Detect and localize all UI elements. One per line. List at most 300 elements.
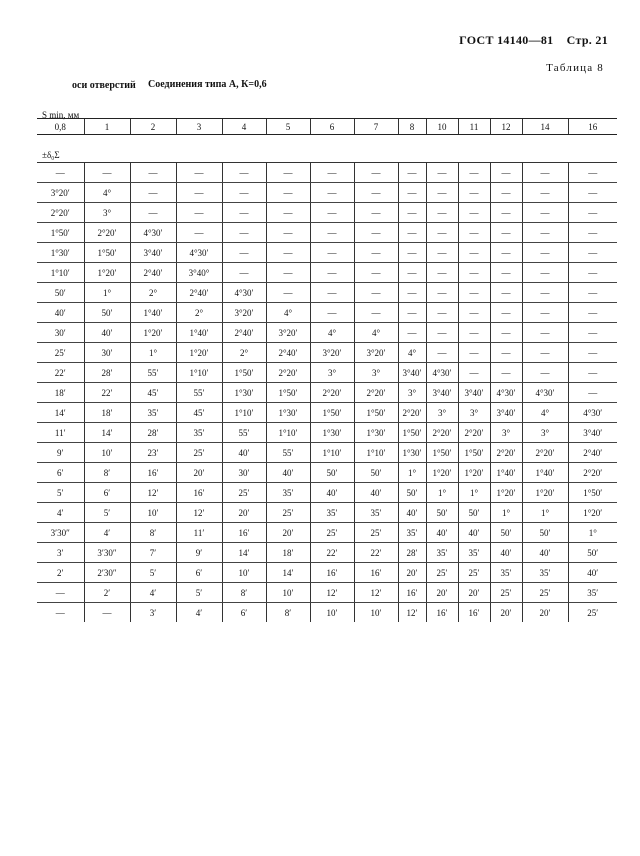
table-cell: — — [176, 223, 222, 243]
table-cell: 3°40′ — [490, 403, 522, 423]
table-cell: 4°30′ — [490, 383, 522, 403]
column-header: 3 — [176, 119, 222, 135]
table-cell: 2°40′ — [222, 323, 266, 343]
table-cell: 10′ — [222, 563, 266, 583]
table-cell: 35′ — [130, 403, 176, 423]
table-cell: 22′ — [84, 383, 130, 403]
table-cell: 4°30′ — [522, 383, 568, 403]
table-row — [37, 163, 617, 183]
table-cell: — — [522, 283, 568, 303]
table-cell: — — [522, 163, 568, 183]
table-cell: 1°50′ — [354, 403, 398, 423]
table-cell: 20′ — [490, 603, 522, 623]
table-cell: 18′ — [37, 383, 84, 403]
table-cell: 35′ — [266, 483, 310, 503]
table-cell: 2′ — [84, 583, 130, 603]
table-cell: 1°20′ — [490, 483, 522, 503]
table-cell: 1°20′ — [426, 463, 458, 483]
table-cell: 55′ — [222, 423, 266, 443]
table-cell: 40′ — [354, 483, 398, 503]
table-cell: — — [426, 163, 458, 183]
column-header: 16 — [568, 119, 617, 135]
table-cell: 11′ — [176, 523, 222, 543]
table-header-row — [37, 119, 617, 135]
table-cell: 2°20′ — [490, 443, 522, 463]
table-cell: 40′ — [490, 543, 522, 563]
table-cell: 16′ — [176, 483, 222, 503]
table-cell: 1°30′ — [310, 423, 354, 443]
table-cell: 35′ — [490, 563, 522, 583]
table-cell: 25′ — [176, 443, 222, 463]
table-cell: — — [458, 263, 490, 283]
table-cell: — — [266, 263, 310, 283]
table-row — [37, 423, 617, 443]
table-cell: 2° — [130, 283, 176, 303]
table-cell: 11′ — [37, 423, 84, 443]
table-cell: 3′ — [130, 603, 176, 623]
table-cell: 20′ — [266, 523, 310, 543]
table-cell: — — [176, 163, 222, 183]
table-cell: 10′ — [310, 603, 354, 623]
table-cell: — — [522, 363, 568, 383]
table-cell: 40′ — [310, 483, 354, 503]
table-cell: — — [458, 243, 490, 263]
table-cell: — — [568, 243, 617, 263]
table-cell: — — [354, 183, 398, 203]
table-cell: 50′ — [398, 483, 426, 503]
table-cell: — — [568, 223, 617, 243]
table-cell: 50′ — [310, 463, 354, 483]
table-cell: — — [458, 203, 490, 223]
table-cell: — — [37, 163, 84, 183]
table-cell: — — [398, 183, 426, 203]
table-cell: — — [266, 183, 310, 203]
table-cell: 1° — [130, 343, 176, 363]
table-cell: — — [568, 323, 617, 343]
table-cell: — — [490, 303, 522, 323]
table-row — [37, 203, 617, 223]
table-cell: 25′ — [490, 583, 522, 603]
table-cell: 16′ — [354, 563, 398, 583]
table-cell: 25′ — [266, 503, 310, 523]
table-cell: 14′ — [222, 543, 266, 563]
table-cell: 22′ — [354, 543, 398, 563]
table-cell: 25′ — [522, 583, 568, 603]
table-cell: 40′ — [222, 443, 266, 463]
table-cell: 20′ — [398, 563, 426, 583]
table-cell: 5′ — [176, 583, 222, 603]
table-cell: 1°40′ — [130, 303, 176, 323]
table-cell: — — [398, 163, 426, 183]
table-cell: 4°30′ — [176, 243, 222, 263]
table-cell: — — [522, 203, 568, 223]
table-cell: 4° — [522, 403, 568, 423]
subtitle-connection: Соединения типа А, К=0,6 — [148, 79, 267, 90]
column-header: 1 — [84, 119, 130, 135]
table-cell: 1°50′ — [458, 443, 490, 463]
table-cell: — — [458, 163, 490, 183]
table-cell: 9′ — [176, 543, 222, 563]
table-cell: 4° — [310, 323, 354, 343]
table-cell: 1°20′ — [130, 323, 176, 343]
table-row — [37, 603, 617, 623]
table-cell: 30′ — [37, 323, 84, 343]
table-cell: — — [310, 183, 354, 203]
table-cell: — — [490, 343, 522, 363]
table-cell: — — [398, 243, 426, 263]
table-cell: 8′ — [266, 603, 310, 623]
column-header: 14 — [522, 119, 568, 135]
table-cell: 4° — [266, 303, 310, 323]
table-cell: 28′ — [84, 363, 130, 383]
table-cell: 1°20′ — [568, 503, 617, 523]
table-cell: — — [310, 303, 354, 323]
table-cell: — — [458, 363, 490, 383]
table-cell: 3° — [490, 423, 522, 443]
table-cell: 28′ — [130, 423, 176, 443]
table-cell: 1° — [522, 503, 568, 523]
table-cell: 1° — [398, 463, 426, 483]
table-cell: — — [266, 203, 310, 223]
table-cell: 3′ — [37, 543, 84, 563]
table-cell: — — [458, 303, 490, 323]
table-cell: 40′ — [266, 463, 310, 483]
table-cell: 55′ — [266, 443, 310, 463]
table-cell: — — [490, 163, 522, 183]
table-cell: 1°50′ — [84, 243, 130, 263]
table-cell: 2° — [176, 303, 222, 323]
table-cell: 1°30′ — [354, 423, 398, 443]
table-cell: 20′ — [458, 583, 490, 603]
table-cell: 1° — [458, 483, 490, 503]
table-cell: — — [176, 183, 222, 203]
table-cell: 2°40′ — [568, 443, 617, 463]
table-cell: 4°30′ — [130, 223, 176, 243]
table-cell: 3°20′ — [222, 303, 266, 323]
table-cell: 50′ — [568, 543, 617, 563]
table-cell: 4° — [354, 323, 398, 343]
table-cell: — — [310, 163, 354, 183]
table-cell: 2°20′ — [522, 443, 568, 463]
table-row — [37, 303, 617, 323]
table-cell: 2°20′ — [37, 203, 84, 223]
table-cell: — — [568, 283, 617, 303]
table-cell: — — [490, 203, 522, 223]
table-cell: 4° — [398, 343, 426, 363]
table-cell: 8′ — [130, 523, 176, 543]
table-cell: 16′ — [222, 523, 266, 543]
table-cell: — — [84, 163, 130, 183]
table-cell: — — [266, 163, 310, 183]
table-cell: — — [222, 263, 266, 283]
table-cell: 20′ — [222, 503, 266, 523]
table-cell: 1° — [490, 503, 522, 523]
smin-label: S min, мм — [42, 110, 80, 120]
table-cell: 35′ — [522, 563, 568, 583]
table-cell: 18′ — [266, 543, 310, 563]
table-row — [37, 563, 617, 583]
table-cell: — — [426, 183, 458, 203]
table-cell: — — [522, 223, 568, 243]
table-cell: 1°50′ — [426, 443, 458, 463]
table-row — [37, 263, 617, 283]
table-cell: — — [568, 343, 617, 363]
table-cell: 10′ — [130, 503, 176, 523]
table-cell: 35′ — [458, 543, 490, 563]
table-cell: 50′ — [522, 523, 568, 543]
table-cell: — — [522, 323, 568, 343]
table-cell: — — [310, 223, 354, 243]
standard-number: ГОСТ 14140—81 — [459, 33, 554, 47]
table-cell: — — [568, 203, 617, 223]
table-cell: 3°40′ — [426, 383, 458, 403]
table-cell: 25′ — [37, 343, 84, 363]
table-cell: 55′ — [130, 363, 176, 383]
table-row — [37, 523, 617, 543]
table-cell: 10′ — [354, 603, 398, 623]
table-cell: 16′ — [426, 603, 458, 623]
table-cell: 2°20′ — [568, 463, 617, 483]
table-cell: 50′ — [490, 523, 522, 543]
table-cell: — — [55, 607, 65, 618]
table-cell: — — [426, 343, 458, 363]
table-cell: 1°30′ — [398, 443, 426, 463]
table-cell: 1°10′ — [37, 263, 84, 283]
table-cell: — — [458, 343, 490, 363]
table-cell: — — [426, 243, 458, 263]
table-cell: 40′ — [522, 543, 568, 563]
table-cell: — — [490, 363, 522, 383]
table-cell: 40′ — [398, 503, 426, 523]
table-cell: 1°30′ — [266, 403, 310, 423]
table-cell: — — [222, 183, 266, 203]
table-cell: — — [354, 203, 398, 223]
table-row — [37, 183, 617, 203]
table-cell: 10′ — [266, 583, 310, 603]
table-cell: — — [398, 323, 426, 343]
table-cell: — — [522, 343, 568, 363]
table-cell: 16′ — [310, 563, 354, 583]
table-cell: — — [426, 283, 458, 303]
spacer-cell — [37, 135, 617, 163]
table-cell: 2° — [222, 343, 266, 363]
table-cell: 3° — [522, 423, 568, 443]
table-cell: — — [398, 303, 426, 323]
table-cell: 3° — [398, 383, 426, 403]
table-cell: 16′ — [398, 583, 426, 603]
table-cell: — — [490, 183, 522, 203]
table-cell: 40′ — [458, 523, 490, 543]
table-cell: — — [426, 263, 458, 283]
table-cell: 3° — [310, 363, 354, 383]
table-cell: — — [354, 283, 398, 303]
column-header: 5 — [266, 119, 310, 135]
table-cell: — — [458, 223, 490, 243]
column-header: 0,8 — [37, 119, 84, 135]
column-header: 6 — [310, 119, 354, 135]
table-cell: 35′ — [426, 543, 458, 563]
column-header: 12 — [490, 119, 522, 135]
table-cell: 50′ — [84, 303, 130, 323]
table-cell: 4° — [84, 183, 130, 203]
table-cell: 3°20′ — [266, 323, 310, 343]
table-cell: 6′ — [222, 603, 266, 623]
table-cell: — — [37, 583, 84, 603]
table-cell: 35′ — [354, 503, 398, 523]
table-cell: 35′ — [398, 523, 426, 543]
table-cell: — — [354, 163, 398, 183]
table-cell: 1°30′ — [37, 243, 84, 263]
table-cell: 50′ — [37, 283, 84, 303]
table-label: Таблица 8 — [546, 62, 604, 74]
table-cell: — — [266, 223, 310, 243]
table-cell: 6′ — [84, 483, 130, 503]
table-cell: 1°10′ — [266, 423, 310, 443]
table-cell: 16′ — [458, 603, 490, 623]
subtitle-axis: оси отверстий — [72, 80, 136, 91]
column-header: 8 — [398, 119, 426, 135]
table-cell: — — [426, 323, 458, 343]
table-cell: — — [568, 163, 617, 183]
table-cell: 25′ — [310, 523, 354, 543]
table-cell: 2′ — [37, 563, 84, 583]
table-row — [37, 583, 617, 603]
table-cell: 50′ — [354, 463, 398, 483]
table-cell: — — [176, 203, 222, 223]
table-cell: — — [354, 263, 398, 283]
table-cell: 2°40′ — [176, 283, 222, 303]
table-cell: 1°50′ — [568, 483, 617, 503]
table-cell: — — [568, 183, 617, 203]
table-cell: 12′ — [354, 583, 398, 603]
table-cell: 4′ — [176, 603, 222, 623]
table-cell: 28′ — [398, 543, 426, 563]
table-cell: 25′ — [222, 483, 266, 503]
table-cell: — — [266, 243, 310, 263]
table-cell: 45′ — [130, 383, 176, 403]
table-cell: 3°40′ — [568, 423, 617, 443]
table-cell: — — [522, 243, 568, 263]
table-cell: 3′30″ — [37, 523, 84, 543]
table-cell: 14′ — [266, 563, 310, 583]
table-cell: — — [310, 243, 354, 263]
table-cell: — — [490, 323, 522, 343]
table-cell: — — [354, 223, 398, 243]
table-row — [37, 403, 617, 423]
table-cell: 40′ — [37, 303, 84, 323]
table-cell: 55′ — [176, 383, 222, 403]
table-cell: 23′ — [130, 443, 176, 463]
table-cell: 22′ — [37, 363, 84, 383]
table-row — [37, 323, 617, 343]
table-cell: — — [310, 263, 354, 283]
table-cell: — — [522, 263, 568, 283]
table-cell: 1° — [426, 483, 458, 503]
table-cell: 2°40′ — [266, 343, 310, 363]
table-cell: 3°20′ — [37, 183, 84, 203]
table-cell: — — [426, 223, 458, 243]
table-cell: 1°30′ — [222, 383, 266, 403]
table-cell: 14′ — [37, 403, 84, 423]
table-cell: — — [222, 243, 266, 263]
table-cell: 50′ — [458, 503, 490, 523]
table-row — [37, 383, 617, 403]
table-cell: 3°40′ — [130, 243, 176, 263]
table-cell: 25′ — [458, 563, 490, 583]
table-cell: — — [490, 223, 522, 243]
table-cell: 1°50′ — [222, 363, 266, 383]
table-cell: 2°20′ — [458, 423, 490, 443]
table-cell: 3′30″ — [84, 543, 130, 563]
table-cell: 20′ — [176, 463, 222, 483]
table-cell: 2°20′ — [266, 363, 310, 383]
table-cell: 40′ — [568, 563, 617, 583]
table-cell: 4′ — [84, 523, 130, 543]
table-cell: 4°30′ — [222, 283, 266, 303]
table-cell: — — [84, 603, 130, 623]
table-cell: 2°20′ — [310, 383, 354, 403]
table-cell: 2°20′ — [84, 223, 130, 243]
table-cell: 20′ — [522, 603, 568, 623]
table-cell: 1°20′ — [458, 463, 490, 483]
page-number: Стр. 21 — [566, 33, 608, 47]
table-row — [37, 503, 617, 523]
table-cell: 3° — [458, 403, 490, 423]
table-cell: 1°20′ — [522, 483, 568, 503]
table-cell: 5′ — [130, 563, 176, 583]
table-cell: 1°20′ — [176, 343, 222, 363]
table-cell: 8′ — [222, 583, 266, 603]
table-row — [37, 343, 617, 363]
table-cell: 1°10′ — [354, 443, 398, 463]
table-cell: 20′ — [426, 583, 458, 603]
table-cell: — — [568, 383, 617, 403]
table-cell: — — [222, 203, 266, 223]
table-cell: 1°50′ — [310, 403, 354, 423]
table-cell: — — [222, 223, 266, 243]
table-cell: 5′ — [84, 503, 130, 523]
table-cell: 1°40′ — [490, 463, 522, 483]
table-cell: 1° — [84, 283, 130, 303]
table-cell: 5′ — [37, 483, 84, 503]
table-cell: — — [130, 203, 176, 223]
table-cell: 16′ — [130, 463, 176, 483]
table-cell: 18′ — [84, 403, 130, 423]
table-cell: 1° — [568, 523, 617, 543]
table-cell: 6′ — [176, 563, 222, 583]
column-header: 4 — [222, 119, 266, 135]
table-cell: — — [458, 323, 490, 343]
table-cell: 3° — [426, 403, 458, 423]
table-cell: 2°20′ — [398, 403, 426, 423]
table-cell: 4′ — [37, 503, 84, 523]
table-cell: — — [490, 263, 522, 283]
table-cell: 3° — [84, 203, 130, 223]
column-header: 7 — [354, 119, 398, 135]
table-cell: 25′ — [426, 563, 458, 583]
table-cell: 25′ — [568, 603, 617, 623]
table-cell: 1°50′ — [398, 423, 426, 443]
column-header: 10 — [426, 119, 458, 135]
table-cell: 8′ — [84, 463, 130, 483]
table-row — [37, 223, 617, 243]
table-cell: 1°20′ — [84, 263, 130, 283]
table-cell: 2′30″ — [84, 563, 130, 583]
table-cell: — — [398, 263, 426, 283]
table-cell: 35′ — [568, 583, 617, 603]
table-cell: — — [130, 163, 176, 183]
table-cell: 40′ — [426, 523, 458, 543]
